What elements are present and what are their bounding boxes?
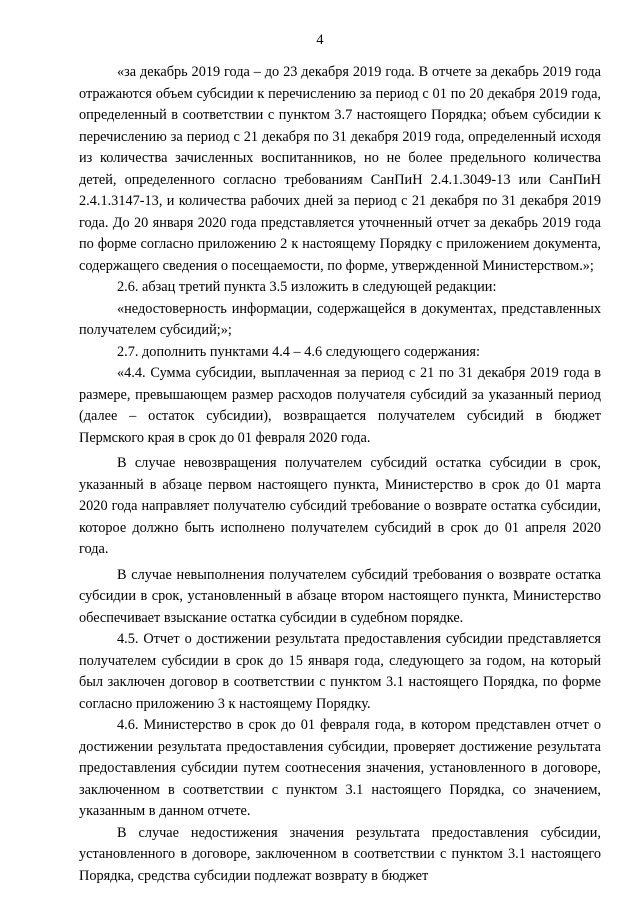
paragraph-3: «недостоверность информации, содержащейся в документах, представленных получателем субсидий;»; xyxy=(79,300,601,338)
page-number: 4 xyxy=(316,32,324,48)
paragraph-9: 4.6. Министерство в срок до 01 февраля года, в котором представлен отчет о достижении результата предоставления субсидии, проверяет достижение результата предоставления субсидии путем соотнесения значения, установленного в договоре, заключенном в соответствии с пунктом 3.1 настоящего Порядка, со значением, указанным в данном отчете. xyxy=(79,717,601,819)
paragraph-5: «4.4. Сумма субсидии, выплаченная за период с 21 по 31 декабря 2019 года в размере, превышающем размер расходов получателя субсидий за указанный период (далее – остаток субсидии), возвращается получателем субсидий в бюджет Пермского края в срок до 01 февраля 2020 года. xyxy=(79,365,601,446)
paragraph-8: 4.5. Отчет о достижении результата предоставления субсидии представляется получателем субсидии в срок до 15 января года, следующего за годом, на который был заключен договор в соответствии с пунктом 3.1 настоящего Порядка, по форме согласно приложению 3 к настоящему Порядку. xyxy=(79,631,601,712)
paragraph-10: В случае недостижения значения результата предоставления субсидии, установленного в договоре, заключенном в соответствии с пунктом 3.1 настоящего Порядка, средства субсидии подлежат возврату в бюджет xyxy=(79,824,601,884)
document-body xyxy=(79,62,601,887)
paragraph-7: В случае невыполнения получателем субсидий требования о возврате остатка субсидии в срок, установленный в абзаце втором настоящего пункта, Министерство обеспечивает взыскание остатка субсидии в судебном порядке. xyxy=(79,566,601,626)
paragraph-2: 2.6. абзац третий пункта 3.5 изложить в следующей редакции: xyxy=(117,279,497,295)
paragraph-1: «за декабрь 2019 года – до 23 декабря 2019 года. В отчете за декабрь 2019 года отражаются объем субсидии к перечислению за период с 01 по 20 декабря 2019 года, определенный в соответствии с пунктом 3.7 настоящего Порядка; объем субсидии к перечислению за период с 21 декабря по 31 декабря 2019 года, определенный исходя из количества зачисленных воспитанников, но не более предельного количества детей, определенного согласно требованиям СанПиН 2.4.1.3049-13 или СанПиН 2.4.1.3147-13, и количества рабочих дней за период с 21 декабря по 31 декабря 2019 года. До 20 января 2020 года представляется уточненный отчет за декабрь 2019 года по форме согласно приложению 2 к настоящему Порядку с приложением документа, содержащего сведения о посещаемости, по форме, утвержденной Министерством.»; xyxy=(79,64,601,274)
paragraph-6: В случае невозвращения получателем субсидий остатка субсидии в срок, указанный в абзаце первом настоящего пункта, Министерство в срок до 01 марта 2020 года направляет получателю субсидий требование о возврате остатка субсидии, которое должно быть исполнено получателем субсидий в срок до 01 апреля 2020 года. xyxy=(79,455,601,557)
paragraph-4: 2.7. дополнить пунктами 4.4 – 4.6 следующего содержания: xyxy=(117,343,480,360)
